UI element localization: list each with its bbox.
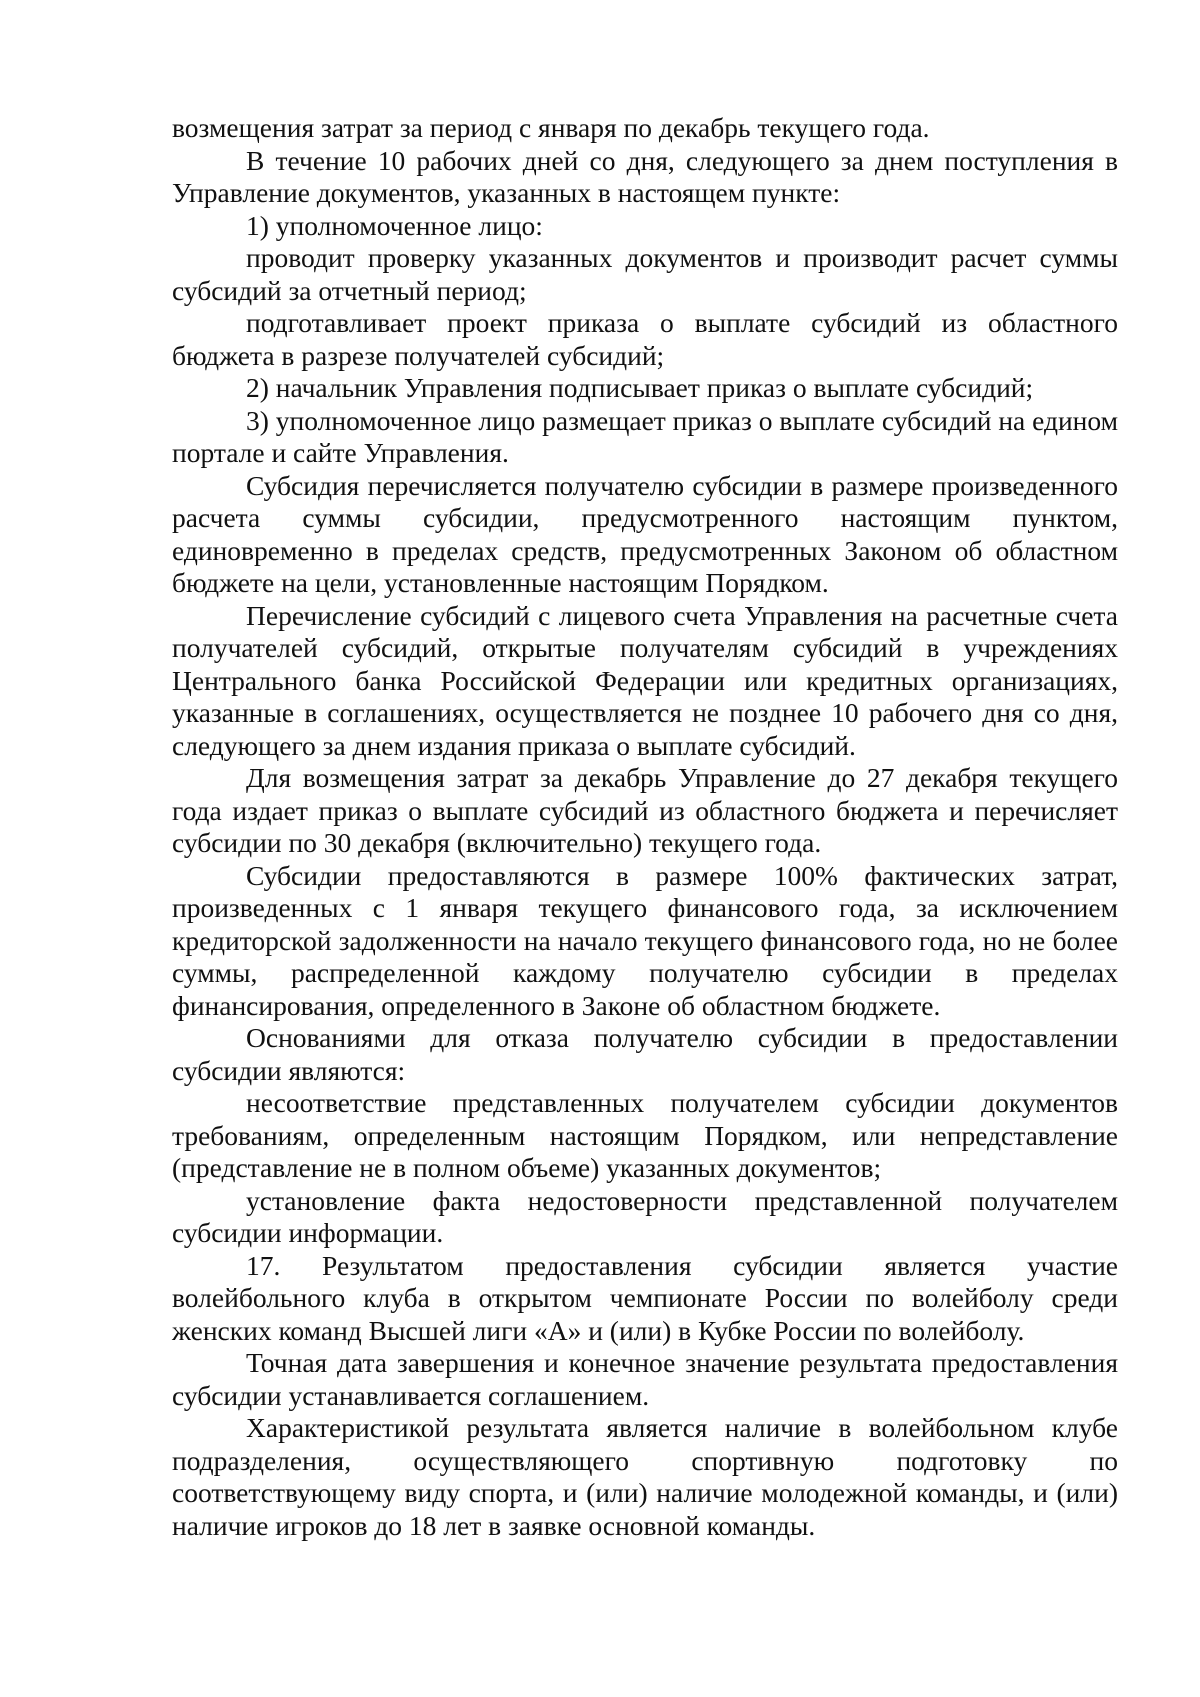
- paragraph: возмещения затрат за период с января по декабрь текущего года.: [172, 112, 930, 143]
- paragraph: Субсидия перечисляется получателю субсидии в размере произведенного расчета суммы субсидии, предусмотренного настоящим пунктом, единовременно в пределах средств, предусмотренных Законом об областном бюджете на цели, установленные настоящим Порядком.: [172, 469, 1118, 598]
- paragraph: проводит проверку указанных документов и производит расчет суммы субсидий за отчетный период;: [172, 242, 1118, 306]
- paragraph: Основаниями для отказа получателю субсидии в предоставлении субсидии являются:: [172, 1022, 1118, 1086]
- document-page: [172, 112, 1118, 1542]
- paragraph: Перечисление субсидий с лицевого счета Управления на расчетные счета получателей субсидий, открытые получателям субсидий в учреждениях Центрального банка Российской Федерации или кредитных организациях, указанные в соглашениях, осуществляется не позднее 10 рабочего дня со дня, следующего за днем издания приказа о выплате субсидий.: [172, 599, 1118, 761]
- paragraph: несоответствие представленных получателем субсидии документов требованиям, определенным настоящим Порядком, или непредставление (представление не в полном объеме) указанных документов;: [172, 1087, 1118, 1183]
- paragraph: 1) уполномоченное лицо:: [246, 209, 543, 241]
- paragraph: Для возмещения затрат за декабрь Управление до 27 декабря текущего года издает приказ о выплате субсидий из областного бюджета и перечисляет субсидии по 30 декабря (включительно) текущего года.: [172, 762, 1118, 858]
- paragraph: Характеристикой результата является наличие в волейбольном клубе подразделения, осуществляющего спортивную подготовку по соответствующему виду спорта, и (или) наличие молодежной команды, и (или) наличие игроков до 18 лет в заявке основной команды.: [172, 1412, 1118, 1541]
- paragraph: В течение 10 рабочих дней со дня, следующего за днем поступления в Управление документов, указанных в настоящем пункте:: [172, 144, 1118, 208]
- paragraph: установление факта недостоверности представленной получателем субсидии информации.: [172, 1184, 1118, 1248]
- paragraph: 2) начальник Управления подписывает приказ о выплате субсидий;: [246, 372, 1034, 403]
- paragraph: Субсидии предоставляются в размере 100% фактических затрат, произведенных с 1 января текущего финансового года, за исключением кредиторской задолженности на начало текущего финансового года, но не более суммы, распределенной каждому получателю субсидии в пределах финансирования, определенного в Законе об областном бюджете.: [172, 859, 1118, 1021]
- paragraph: подготавливает проект приказа о выплате субсидий из областного бюджета в разрезе получателей субсидий;: [172, 307, 1118, 371]
- paragraph: 3) уполномоченное лицо размещает приказ о выплате субсидий на едином портале и сайте Управления.: [172, 404, 1119, 468]
- paragraph: Точная дата завершения и конечное значение результата предоставления субсидии устанавливается соглашением.: [172, 1347, 1118, 1411]
- paragraph: 17. Результатом предоставления субсидии является участие волейбольного клуба в открытом чемпионате России по волейболу среди женских команд Высшей лиги «А» и (или) в Кубке России по волейболу.: [172, 1249, 1118, 1346]
